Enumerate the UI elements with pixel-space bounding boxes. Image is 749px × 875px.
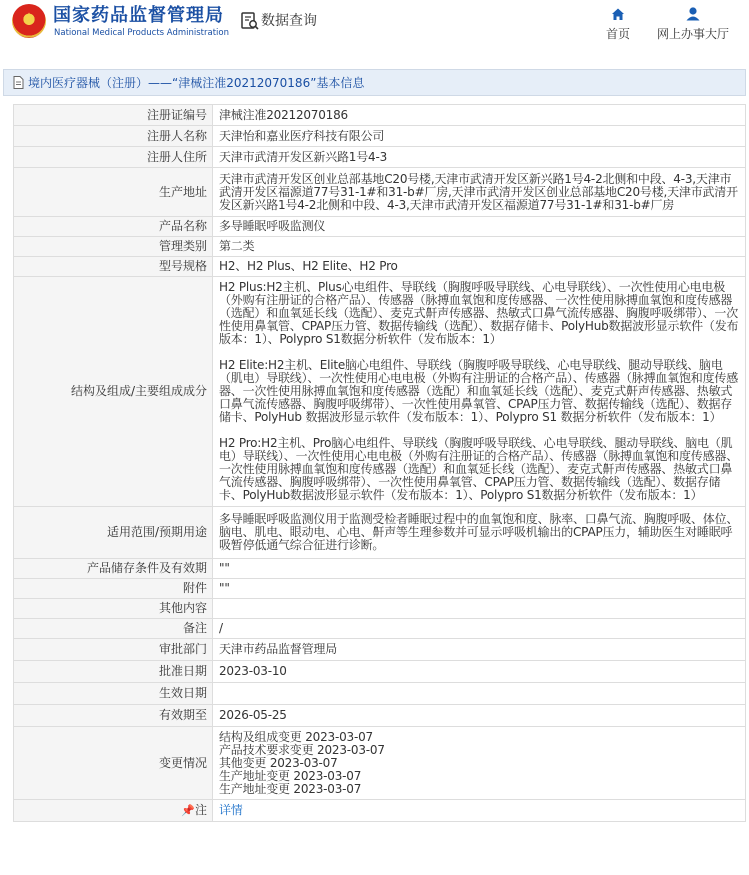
structure-h2-plus: H2 Plus:H2主机、Plus心电组件、导联线（胸腹呼吸导联线、心电导联线）、一次性使用心电电极（外购有注册证的合格产品）、传感器（脉搏血氧饱和度传感器、一次性使用脉搏血氧饱和度传感器（选配）和血氧延长线（选配）、麦克式鼾声传感器、热敏式口鼻气流传感器、胸腹呼吸绑带）、一次性使用鼻氧管、CPAP压力管、数据传输线（选配）、数据存储卡、PolyHub数据波形显示软件（发布版本：1）、Polypro S1数据分析软件（发布版本：1） <box>219 280 739 346</box>
label-management-class: 管理类别 <box>14 237 213 257</box>
change-item: 其他变更 2023-03-07 <box>219 756 338 770</box>
label-approval-date: 批准日期 <box>14 661 213 683</box>
details-link[interactable]: 详情 <box>219 803 243 817</box>
nav-online-service-hall[interactable] <box>652 6 734 42</box>
home-icon <box>598 6 638 22</box>
value-effective-date <box>213 683 746 705</box>
value-changes <box>213 727 746 800</box>
site-header <box>0 0 749 44</box>
user-icon <box>652 6 734 22</box>
label-structure: 结构及组成/主要组成成分 <box>14 277 213 507</box>
value-remarks: / <box>213 619 746 639</box>
row-storage <box>14 559 746 579</box>
value-reg-no: 津械注准20212070186 <box>213 105 746 126</box>
row-registrant <box>14 126 746 147</box>
row-remarks <box>14 619 746 639</box>
pin-icon: 📌 <box>181 804 195 817</box>
note-label: 注 <box>194 803 207 817</box>
row-model-spec <box>14 257 746 277</box>
org-name-en: National Medical Products Administration <box>54 28 229 38</box>
structure-h2-elite: H2 Elite:H2主机、Elite脑心电组件、导联线（胸腹呼吸导联线、心电导联线、腿动导联线、脑电（肌电）导联线）、一次性使用心电电极（外购有注册证的合格产品）、传感器（脉搏血氧饱和度传感器、一次性使用脉搏血氧饱和度传感器（选配）和血氧延长线（选配）、麦克式鼾声传感器、热敏式口鼻气流传感器、胸腹呼吸绑带）、一次性使用鼻氧管、CPAP压力管、数据传输线（选配）、数据存储卡、PolyHub 数据波形显示软件（发布版本：1）、Polypro S1 数据分析软件（发布版本：1） <box>219 358 739 424</box>
label-effective-date: 生效日期 <box>14 683 213 705</box>
label-registrant: 注册人名称 <box>14 126 213 147</box>
value-product-name: 多导睡眠呼吸监测仪 <box>213 217 746 237</box>
label-intended-use: 适用范围/预期用途 <box>14 507 213 559</box>
structure-h2-pro: H2 Pro:H2主机、Pro脑心电组件、导联线（胸腹呼吸导联线、心电导联线、腿动导联线、脑电（肌电）导联线）、一次性使用心电电极（外购有注册证的合格产品）、传感器（脉搏血氧饱和度传感器、一次性使用脉搏血氧饱和度传感器（选配）和血氧延长线（选配）、麦克式鼾声传感器、热敏式口鼻气流传感器、胸腹呼吸绑带）、一次性使用鼻氧管、CPAP压力管、数据传输线（选配）、数据存储卡、PolyHub数据波形显示软件（发布版本：1）、Polypro S1数据分析软件（发布版本：1） <box>219 436 739 502</box>
change-item: 产品技术要求变更 2023-03-07 <box>219 743 385 757</box>
row-note <box>14 800 746 822</box>
change-item: 结构及组成变更 2023-03-07 <box>219 730 373 744</box>
label-model-spec: 型号规格 <box>14 257 213 277</box>
label-storage: 产品储存条件及有效期 <box>14 559 213 579</box>
value-approval-date: 2023-03-10 <box>213 661 746 683</box>
label-remarks: 备注 <box>14 619 213 639</box>
national-emblem-logo <box>12 4 46 38</box>
data-query-icon <box>241 12 259 30</box>
row-product-name <box>14 217 746 237</box>
row-other <box>14 599 746 619</box>
label-valid-until: 有效期至 <box>14 705 213 727</box>
value-storage: "" <box>213 559 746 579</box>
breadcrumb <box>3 69 746 96</box>
data-query-title: 数据查询 <box>261 13 317 29</box>
row-valid-until <box>14 705 746 727</box>
row-management-class <box>14 237 746 257</box>
value-management-class: 第二类 <box>213 237 746 257</box>
nav-online-label: 网上办事大厅 <box>656 27 729 41</box>
row-structure <box>14 277 746 507</box>
nav-home[interactable] <box>598 6 638 42</box>
label-product-name: 产品名称 <box>14 217 213 237</box>
nav-home-label: 首页 <box>605 27 630 41</box>
registration-info-table <box>13 104 746 822</box>
value-model-spec: H2、H2 Plus、H2 Elite、H2 Pro <box>213 257 746 277</box>
value-valid-until: 2026-05-25 <box>213 705 746 727</box>
label-production-address: 生产地址 <box>14 168 213 217</box>
value-note <box>213 800 746 822</box>
label-changes: 变更情况 <box>14 727 213 800</box>
value-intended-use: 多导睡眠呼吸监测仪用于监测受检者睡眠过程中的血氧饱和度、脉率、口鼻气流、胸腹呼吸、体位、脑电、肌电、眼动电、心电、鼾声等生理参数并可显示呼吸机输出的CPAP压力，辅助医生对睡眠呼吸暂停低通气综合征进行诊断。 <box>213 507 746 559</box>
label-attachment: 附件 <box>14 579 213 599</box>
value-structure <box>213 277 746 507</box>
change-item: 生产地址变更 2023-03-07 <box>219 769 362 783</box>
value-production-address: 天津市武清开发区创业总部基地C20号楼,天津市武清开发区新兴路1号4-2北侧和中段、4-3,天津市武清开发区福源道77号31-1#和31-b#厂房,天津市武清开发区创业总部基地C20号楼,天津市武清开发区新兴路1号4-2北侧和中段、4-3,天津市武清开发区福源道77号31-1#和31-b#厂房 <box>213 168 746 217</box>
document-icon <box>13 76 24 89</box>
row-intended-use <box>14 507 746 559</box>
value-other <box>213 599 746 619</box>
value-residence: 天津市武清开发区新兴路1号4-3 <box>213 147 746 168</box>
value-registrant: 天津怡和嘉业医疗科技有限公司 <box>213 126 746 147</box>
row-changes <box>14 727 746 800</box>
change-item: 生产地址变更 2023-03-07 <box>219 782 362 796</box>
row-production-address <box>14 168 746 217</box>
row-approving-dept <box>14 639 746 661</box>
row-attachment <box>14 579 746 599</box>
label-other: 其他内容 <box>14 599 213 619</box>
row-effective-date <box>14 683 746 705</box>
row-reg-no <box>14 105 746 126</box>
label-approving-dept: 审批部门 <box>14 639 213 661</box>
org-name-cn: 国家药品监督管理局 <box>53 5 224 26</box>
label-reg-no: 注册证编号 <box>14 105 213 126</box>
value-approving-dept: 天津市药品监督管理局 <box>213 639 746 661</box>
breadcrumb-text: 境内医疗器械（注册）——“津械注准20212070186”基本信息 <box>28 76 365 90</box>
label-residence: 注册人住所 <box>14 147 213 168</box>
row-residence <box>14 147 746 168</box>
label-note <box>14 800 213 822</box>
value-attachment: "" <box>213 579 746 599</box>
row-approval-date <box>14 661 746 683</box>
